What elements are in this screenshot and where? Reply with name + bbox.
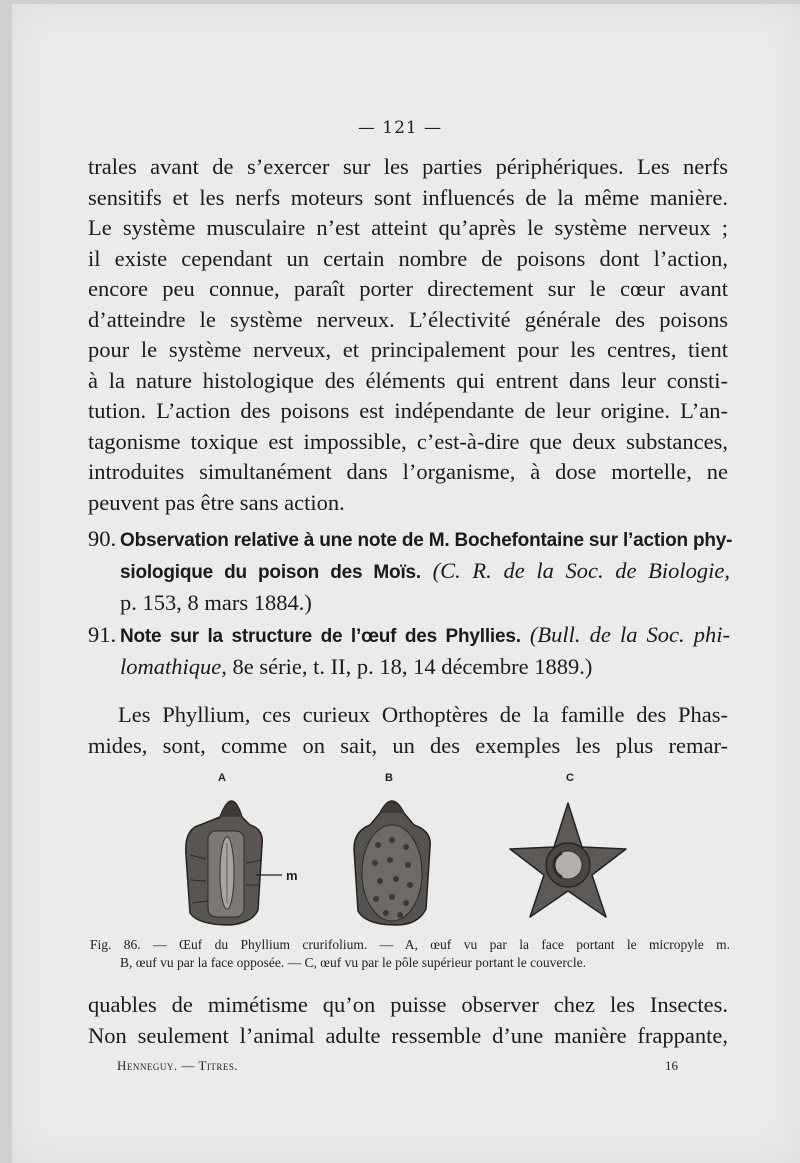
entry-title: Observation relative à une note de M. Bochefontaine sur l’action phy-: [120, 530, 733, 551]
egg-c-drawing: [510, 803, 626, 917]
text-line: quables de mimétisme qu’on puisse observer chez les Insectes.: [88, 992, 728, 1017]
text-line: peuvent pas être sans action.: [88, 489, 345, 515]
bibliography-entry-90: [88, 524, 733, 618]
text-line: Non seulement l’animal adulte ressemble d’une manière frappante,: [88, 1022, 728, 1048]
figure-label-m: m: [286, 868, 298, 883]
caption-line: B, œuf vu par la face opposée. — C, œuf vu par le pôle supérieur portant le couvercle.: [120, 955, 586, 970]
figure-label-b: B: [385, 772, 393, 784]
entry-title: Note sur la structure de l’œuf des Phyllies.: [120, 626, 521, 647]
egg-a-drawing: [186, 801, 282, 925]
entry-reference: (Bull. de la Soc. phi-: [529, 622, 730, 647]
text-line: trales avant de s’exercer sur les parties périphériques. Les nerfs: [88, 154, 728, 179]
entry-number: 91.: [88, 622, 117, 647]
egg-illustration: [170, 785, 650, 930]
footer-signature: 16: [665, 1058, 678, 1073]
text-line: mides, sont, comme on sait, un des exemples les plus remar-: [88, 732, 728, 758]
entry-reference: (C. R. de la Soc. de Biologie,: [432, 558, 730, 583]
text-line: encore peu connue, paraît porter directement sur le cœur avant: [88, 276, 728, 301]
figure-label-a: A: [218, 772, 226, 784]
entry-title-cont: siologique du poison des Moïs.: [120, 562, 421, 583]
text-line: tagonisme toxique est impossible, c’est-à-dire que deux substances,: [88, 428, 728, 454]
paragraph-3: [88, 990, 728, 1051]
egg-b-drawing: [354, 801, 430, 925]
bibliography-entry-91: [88, 620, 730, 682]
paragraph-1: [88, 152, 728, 518]
entry-reference-cont: 8e série, t. II, p. 18, 14 décembre 1889.): [232, 654, 593, 679]
figure-caption: [90, 936, 730, 972]
entry-reference-journal: lomathique,: [120, 654, 227, 679]
entry-reference-cont: p. 153, 8 mars 1884.): [120, 590, 312, 615]
text-line: d’atteindre le système nerveux. L’électivité générale des poisons: [88, 306, 728, 332]
entry-number: 90.: [88, 526, 117, 551]
paragraph-2: [88, 700, 728, 761]
caption-line: Fig. 86. — Œuf du Phyllium crurifolium. — A, œuf vu par la face portant le micropyle m.: [90, 937, 730, 952]
text-line: pour le système nerveux, et principalement pour les centres, tient: [88, 337, 728, 362]
footer-author: Henneguy. — Titres.: [117, 1058, 239, 1073]
text-line: à la nature histologique des éléments qui entrent dans leur consti-: [88, 367, 728, 393]
text-line: introduites simultanément dans l’organisme, à dose mortelle, ne: [88, 459, 728, 484]
text-line: il existe cependant un certain nombre de poisons dont l’action,: [88, 245, 728, 271]
text-line: Le système musculaire n’est atteint qu’après le système nerveux ;: [88, 215, 728, 240]
text-line: sensitifs et les nerfs moteurs sont influencés de la même manière.: [88, 184, 728, 210]
text-line: Les Phyllium, ces curieux Orthoptères de la famille des Phas-: [118, 702, 728, 727]
page-number: — 121 —: [357, 118, 443, 138]
text-line: tution. L’action des poisons est indépendante de leur origine. L’an-: [88, 398, 728, 423]
figure-label-c: C: [566, 772, 574, 784]
